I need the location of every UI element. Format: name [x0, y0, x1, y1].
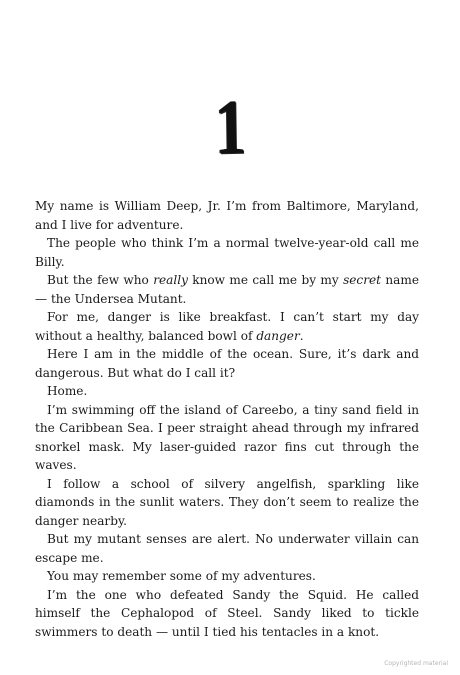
paragraph-text: name — the Undersea Mutant. — [35, 273, 419, 306]
paragraph-text: . — [299, 328, 304, 343]
paragraph — [35, 475, 419, 531]
paragraph — [35, 586, 419, 642]
paragraph — [35, 401, 419, 475]
paragraph-text: I’m the one who defeated Sandy the Squid. He called himself the Cephalopod of Steel. Sandy liked to tickle swimmers to death — until I tied his tentacles in a knot. — [35, 587, 419, 639]
paragraph-text: For me, danger is like breakfast. I can’t start my day without a healthy, balanced bowl of — [35, 310, 419, 343]
paragraph — [35, 567, 419, 586]
paragraph-text: But my mutant senses are alert. No underwater villain can escape me. — [35, 532, 419, 565]
paragraph-text: Here I am in the middle of the ocean. Sure, it’s dark and dangerous. But what do I call it? — [35, 347, 419, 380]
paragraph — [35, 308, 419, 345]
chapter-number — [0, 82, 460, 171]
emphasis-text: danger — [256, 328, 300, 343]
paragraph — [35, 345, 419, 382]
paragraph-text: You may remember some of my adventures. — [47, 569, 316, 583]
paragraph-text: know me call me by my — [187, 273, 344, 287]
paragraph — [35, 382, 419, 401]
paragraph-text: I follow a school of silvery angelfish, sparkling like diamonds in the sunlit waters. They don’t seem to realize the danger nearby. — [35, 476, 419, 528]
copyright-watermark: Copyrighted material — [384, 660, 448, 667]
emphasis-text: really — [153, 273, 188, 287]
paragraph — [35, 271, 419, 308]
paragraph-text: Home. — [47, 384, 88, 398]
paragraph — [35, 197, 419, 234]
chapter-number-text: 1 — [213, 82, 247, 171]
paragraph — [35, 234, 419, 271]
emphasis-text: secret — [343, 273, 381, 287]
paragraph-text: The people who think I’m a normal twelve-year-old call me Billy. — [35, 236, 419, 269]
paragraph-text: But the few who — [47, 273, 154, 287]
paragraph-text: My name is William Deep, Jr. I’m from Baltimore, Maryland, and I live for adventure. — [35, 199, 419, 232]
paragraph — [35, 530, 419, 567]
paragraph-text: I’m swimming off the island of Careebo, a tiny sand field in the Caribbean Sea. I peer straight ahead through my infrared snorkel mask. My laser-guided razor fins cut through the waves. — [35, 402, 419, 472]
body-text — [35, 197, 419, 641]
